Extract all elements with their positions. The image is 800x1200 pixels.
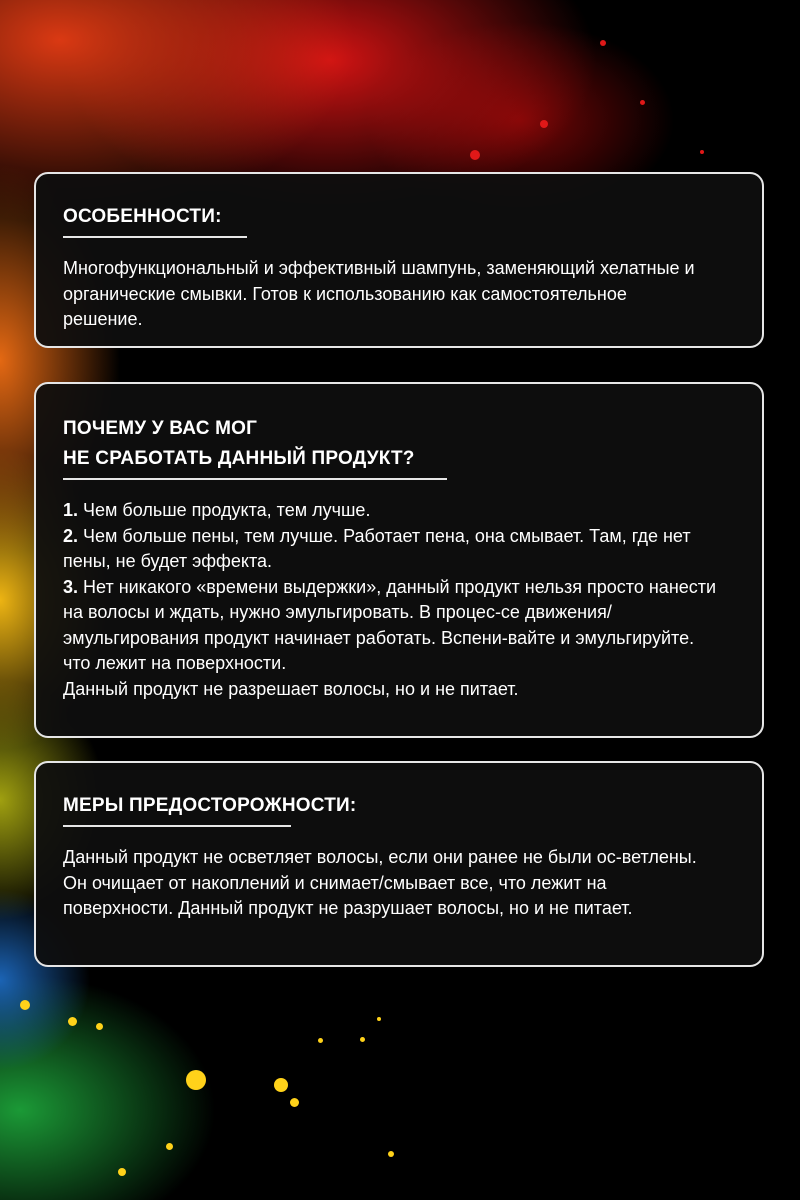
precautions-card [34, 761, 764, 967]
splash-dot [166, 1143, 173, 1150]
extra-line-1: что лежит на поверхности. [63, 653, 287, 673]
splash-dot [377, 1017, 381, 1021]
reason-number: 1. [63, 500, 79, 520]
reason-item-2 [63, 524, 735, 575]
splash-dot [118, 1168, 126, 1176]
title-underline [63, 236, 247, 238]
precautions-text: Данный продукт не осветляет волосы, если они ранее не были ос-ветлены. Он очищает от накоплений и снимает/смывает все, что лежит на поверхности. Данный продукт не разрушает волосы, но и не питает. [63, 847, 697, 918]
why-title-line1: ПОЧЕМУ У ВАС МОГ [63, 418, 258, 439]
splash-dot [186, 1070, 206, 1090]
reason-text: Чем больше пены, тем лучше. Работает пена, она смывает. Там, где нет пены, не будет эффекта. [63, 525, 691, 571]
splash-dot [20, 1000, 30, 1010]
reason-text: Чем больше продукта, тем лучше. [83, 500, 371, 520]
splash-dot [388, 1151, 394, 1157]
title-underline [63, 478, 447, 480]
splash-dot [700, 150, 704, 154]
splash-dot [640, 100, 645, 105]
features-title: ОСОБЕННОСТИ: [63, 206, 222, 227]
splash-dot [600, 40, 606, 46]
splash-dot [470, 150, 480, 160]
splash-dot [68, 1017, 77, 1026]
splash-dot [96, 1023, 103, 1030]
features-text: Многофункциональный и эффективный шампунь, заменяющий хелатные и органические смывки. Готов к использованию как самостоятельное решение. [63, 258, 695, 329]
splash-dot [318, 1038, 323, 1043]
splash-dot [360, 1037, 365, 1042]
reason-number: 2. [63, 525, 79, 546]
why-title-line2: НЕ СРАБОТАТЬ ДАННЫЙ ПРОДУКТ? [63, 448, 415, 469]
reason-item-1 [63, 498, 735, 524]
splash-dot [540, 120, 548, 128]
reason-number: 3. [63, 576, 79, 597]
why-not-work-card [34, 382, 764, 738]
title-underline [63, 825, 291, 827]
extra-line-2: Данный продукт не разрешает волосы, но и не питает. [63, 678, 519, 699]
splash-dot [274, 1078, 288, 1092]
features-card [34, 172, 764, 348]
splash-dot [290, 1098, 299, 1107]
reason-item-3 [63, 575, 735, 652]
reason-text: Нет никакого «времени выдержки», данный продукт нельзя просто нанести на волосы и ждать, нужно эмульгировать. В процес-се движения/эмульгирования продукт начинает работать. Вспени-вайте и эмульгируйте. [63, 576, 717, 648]
precautions-title: МЕРЫ ПРЕДОСТОРОЖНОСТИ: [63, 795, 357, 816]
